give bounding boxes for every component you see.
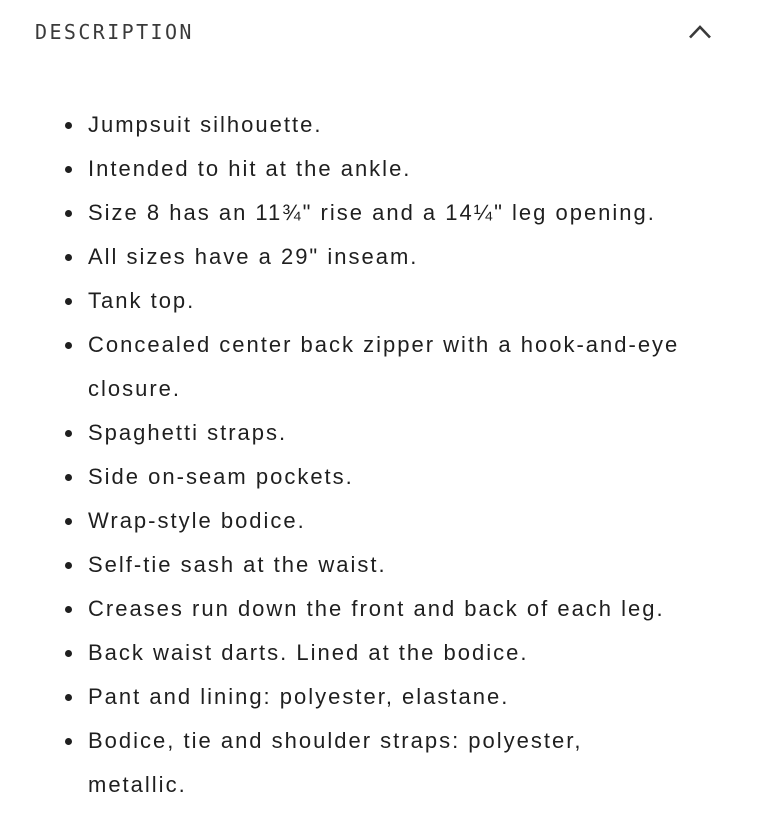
bullet-icon <box>65 562 72 569</box>
list-item-text: Creases run down the front and back of each leg. <box>88 596 665 621</box>
list-item <box>65 323 684 411</box>
description-accordion <box>0 20 757 807</box>
list-item-text: Pant and lining: polyester, elastane. <box>88 684 510 709</box>
list-item-text: Jumpsuit silhouette. <box>88 112 323 137</box>
description-list <box>0 103 757 807</box>
list-item <box>65 103 684 147</box>
bullet-icon <box>65 738 72 745</box>
list-item-text: Concealed center back zipper with a hook-and-eye closure. <box>88 332 680 401</box>
list-item <box>65 499 684 543</box>
list-item-text: Wrap-style bodice. <box>88 508 306 533</box>
section-title: DESCRIPTION <box>35 20 194 44</box>
bullet-icon <box>65 298 72 305</box>
list-item <box>65 279 684 323</box>
list-item <box>65 455 684 499</box>
list-item-text: Side on-seam pockets. <box>88 464 354 489</box>
list-item-text: Spaghetti straps. <box>88 420 288 445</box>
bullet-icon <box>65 606 72 613</box>
bullet-icon <box>65 166 72 173</box>
list-item-text: Back waist darts. Lined at the bodice. <box>88 640 529 665</box>
list-item <box>65 675 684 719</box>
list-item-text: All sizes have a 29" inseam. <box>88 244 419 269</box>
bullet-icon <box>65 650 72 657</box>
bullet-icon <box>65 210 72 217</box>
list-item <box>65 411 684 455</box>
bullet-icon <box>65 518 72 525</box>
list-item <box>65 587 684 631</box>
bullet-icon <box>65 694 72 701</box>
list-item <box>65 543 684 587</box>
chevron-up-icon[interactable] <box>688 24 712 40</box>
list-item-text: Tank top. <box>88 288 196 313</box>
bullet-icon <box>65 122 72 129</box>
list-item <box>65 147 684 191</box>
list-item <box>65 631 684 675</box>
list-item <box>65 191 684 235</box>
bullet-icon <box>65 474 72 481</box>
list-item-text: Self-tie sash at the waist. <box>88 552 387 577</box>
list-item-text: Bodice, tie and shoulder straps: polyester, metallic. <box>88 728 583 797</box>
list-item <box>65 719 684 807</box>
list-item-text: Size 8 has an 11¾" rise and a 14¼" leg opening. <box>88 200 656 225</box>
bullet-icon <box>65 254 72 261</box>
bullet-icon <box>65 430 72 437</box>
bullet-icon <box>65 342 72 349</box>
list-item <box>65 235 684 279</box>
description-accordion-toggle[interactable] <box>35 20 712 44</box>
list-item-text: Intended to hit at the ankle. <box>88 156 412 181</box>
